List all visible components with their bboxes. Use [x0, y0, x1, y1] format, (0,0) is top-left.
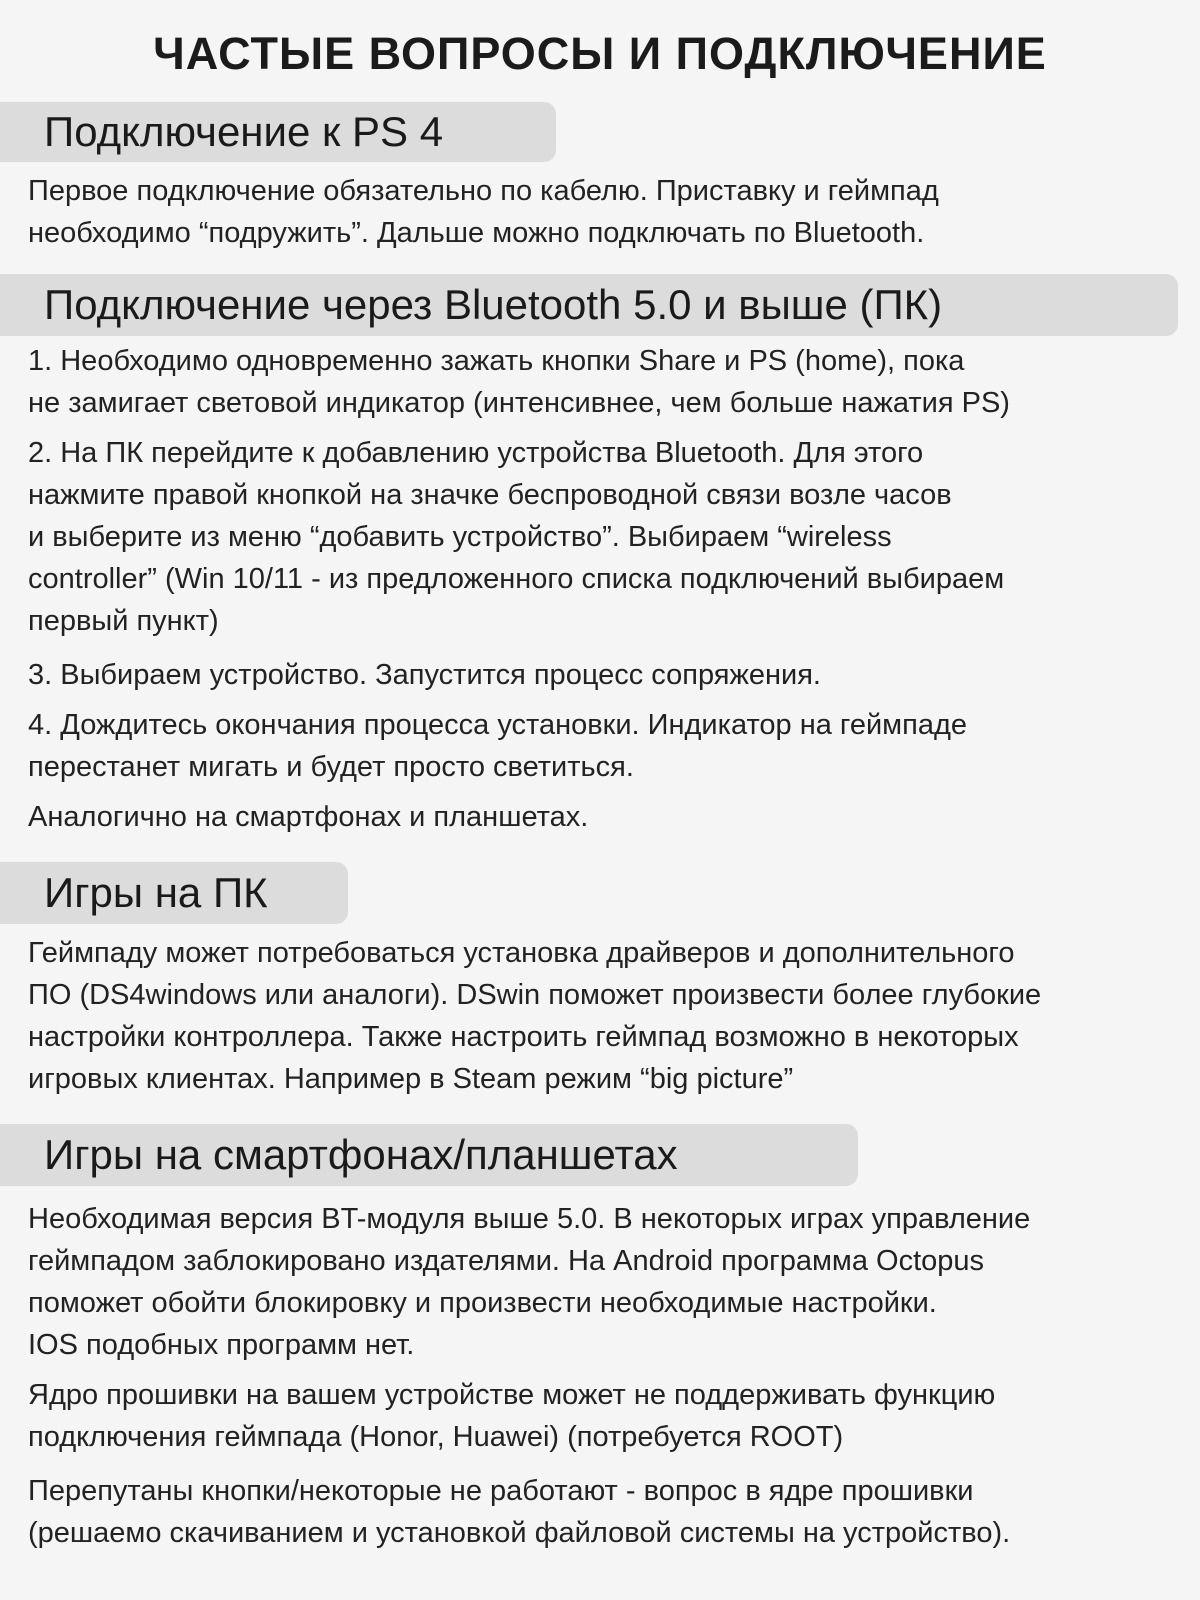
mobile-games-paragraph-3: Перепутаны кнопки/некоторые не работают - вопрос в ядре прошивки (решаемо скачиванием и установкой файловой системы на устройство).: [28, 1475, 1011, 1549]
section-heading-mobile-games: Игры на смартфонах/планшетах: [0, 1124, 858, 1186]
bluetooth-step-2: 2. На ПК перейдите к добавлению устройства Bluetooth. Для этого нажмите правой кнопкой на значке беспроводной связи возле часов и выберите из меню “добавить устройство”. Выбираем “wireless controller” (Win 10/11 - из предложенного списка подключений выбираем первый пункт): [28, 437, 1005, 637]
pc-games-paragraph: Геймпаду может потребоваться установка драйверов и дополнительного ПО (DS4windows или аналоги). DSwin поможет произвести более глубокие настройки контроллера. Также настроить геймпад возможно в некоторых игровых клиентах. Например в Steam режим “big picture”: [28, 937, 1042, 1095]
mobile-games-paragraph-2: Ядро прошивки на вашем устройстве может не поддерживать функцию подключения геймпада (Honor, Huawei) (потребуется ROOT): [28, 1379, 996, 1453]
section-heading-pc-games: Игры на ПК: [0, 862, 348, 924]
bluetooth-step-4: 4. Дождитесь окончания процесса установки. Индикатор на геймпаде перестанет мигать и будет просто светиться.: [28, 709, 968, 783]
page-title: ЧАСТЫЕ ВОПРОСЫ И ПОДКЛЮЧЕНИЕ: [153, 28, 1047, 79]
bluetooth-step-1: 1. Необходимо одновременно зажать кнопки Share и PS (home), пока не замигает световой индикатор (интенсивнее, чем больше нажатия PS): [28, 345, 1010, 419]
bluetooth-step-3: 3. Выбираем устройство. Запустится процесс сопряжения.: [28, 659, 821, 691]
bluetooth-note: Аналогично на смартфонах и планшетах.: [28, 801, 589, 833]
ps4-paragraph: Первое подключение обязательно по кабелю. Приставку и геймпад необходимо “подружить”. Дальше можно подключать по Bluetooth.: [28, 175, 939, 249]
mobile-games-paragraph-1: Необходимая версия BT-модуля выше 5.0. В некоторых играх управление геймпадом заблокировано издателями. На Android программа Octopus поможет обойти блокировку и произвести необходимые настройки. IOS подобных программ нет.: [28, 1203, 1031, 1361]
section-heading-ps4: Подключение к PS 4: [0, 102, 556, 162]
section-heading-bluetooth: Подключение через Bluetooth 5.0 и выше (ПК): [0, 274, 1178, 336]
